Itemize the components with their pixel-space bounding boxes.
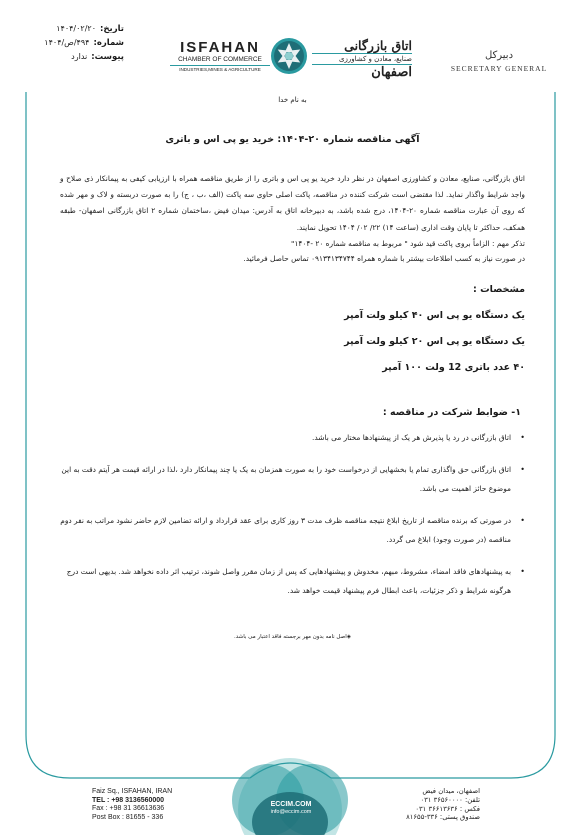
secretary-en: SECRETARY GENERAL bbox=[450, 64, 548, 73]
condition-item bbox=[60, 511, 525, 549]
secretary-general-heading bbox=[440, 50, 558, 73]
logo-fa-line3: اصفهان bbox=[371, 65, 412, 80]
bullet-icon: • bbox=[520, 566, 525, 576]
footer-email[interactable]: info@eccim.com bbox=[270, 809, 312, 815]
secretary-fa: دبیرکل bbox=[484, 50, 514, 61]
footer-site[interactable]: ECCIM.COM bbox=[270, 801, 312, 808]
condition-item bbox=[60, 562, 525, 600]
footer-en-po: Post Box : 81655 - 336 bbox=[92, 813, 164, 821]
logo-persian bbox=[312, 38, 412, 81]
condition-item bbox=[60, 428, 525, 447]
footer-fa-po: صندوق پستی: ۳۳۶-۸۱۶۵۵ bbox=[406, 813, 480, 822]
date-row bbox=[14, 22, 124, 36]
logo-english bbox=[170, 40, 270, 73]
logo-en-sub2: INDUSTRIES,MINES & AGRICULTURE bbox=[170, 65, 270, 73]
condition-item bbox=[60, 460, 525, 498]
footer-emblem bbox=[232, 758, 348, 835]
contact-line: در صورت نیاز به کسب اطلاعات بیشتر با شماره همراه ۰۹۱۳۴۱۳۴۷۴۴ تماس حاصل فرمائید. bbox=[243, 253, 525, 263]
letter-body bbox=[60, 92, 525, 640]
condition-text: اتاق بازرگانی در رد یا پذیرش هر یک از پیشنهادها مختار می باشد. bbox=[312, 432, 511, 442]
footer-fa-tel: تلفن: ۳۶۵۶۰۰۰۰ ۰۳۱ bbox=[420, 795, 480, 804]
footer-en-fax: Fax : +98 31 36613636 bbox=[92, 805, 165, 812]
attachment-row bbox=[14, 50, 124, 64]
number-value: ۴۹۴/ص/۱۴۰۴ bbox=[44, 38, 90, 47]
letter-meta bbox=[14, 22, 124, 64]
footer-address-english bbox=[92, 788, 172, 822]
footnote: ◈اصل نامه بدون مهر برجسته فاقد اعتبار می باشد. bbox=[233, 633, 352, 640]
spec-item: یک دستگاه یو پی اس ۴۰ کیلو ولت آمپر bbox=[344, 309, 525, 321]
logo-fa-line2: صنایع، معادن و کشاورزی bbox=[312, 53, 412, 65]
number-row bbox=[14, 36, 124, 50]
conditions-heading: ۱- ضوابط شرکت در مناقصه : bbox=[382, 406, 521, 418]
date-label: تاریخ: bbox=[100, 24, 124, 34]
footer-website bbox=[256, 800, 326, 816]
footer-fa-fax: فکس : ۳۶۶۱۳۶۳۶ ۰۳۱ bbox=[415, 804, 480, 813]
condition-text: در صورتی که برنده مناقصه از تاریخ ابلاغ نتیجه مناقصه ظرف مدت ۳ روز کاری برای عقد قرارداد و ارائه تضامین لازم حاضر نشود مراتب به نفر دوم مناقصه (در صورت وجود) ابلاغ می گردد. bbox=[60, 515, 511, 544]
logo-fa-line1: اتاق بازرگانی bbox=[344, 38, 412, 53]
spec-item: یک دستگاه یو پی اس ۲۰ کیلو ولت آمپر bbox=[344, 335, 525, 347]
footer-fa-street: اصفهان، میدان فیض bbox=[422, 787, 480, 795]
chamber-logo-icon bbox=[269, 36, 309, 76]
tender-paragraph: اتاق بازرگانی، صنایع، معادن و کشاورزی اصفهان در نظر دارد خرید یو پی اس و باتری را از طریق مناقصه همراه با ارزیابی کیفی به پیمانکار ذی صلاح و واجد شرایط واگذار نماید. لذا مقتضی است شرکت کننده در مناقصه، پاکت اصلی حاوی سه پاکت (الف ،ب ، ج) را به صورت دربسته و لاک و مهر شده که روی آن عبارت مناقصه شماره ۲۰-۱۴۰۴، درج شده باشد، به دبیرخانه اتاق به آدرس: میدان فیض ،ساختمان شماره ۲ اتاق بازرگانی اصفهان- طبقه همکف، حداکثر تا پایان وقت اداری (ساعت ۱۴) ۲۲/ ۰۲/ ۱۴۰۴ تحویل نمایند. bbox=[60, 174, 526, 232]
footer-en-tel: TEL : +98 3136560000 bbox=[92, 796, 165, 804]
logo-en-sub: CHAMBER OF COMMERCE bbox=[178, 56, 262, 63]
logo-en-main: ISFAHAN bbox=[180, 39, 260, 56]
bullet-icon: • bbox=[520, 432, 525, 442]
bismillah: به نام خدا bbox=[278, 96, 307, 104]
footer-address-persian bbox=[390, 787, 480, 822]
condition-text: به پیشنهادهای فاقد امضاء، مشروط، مبهم، مخدوش و پیشنهادهایی که پس از زمان مقرر واصل شوند، ترتیب اثر داده نخواهد شد. بدیهی است درج هرگونه شرایط و ذکر جزئیات، باعث ابطال فرم پیشنهاد قیمت خواهد شد. bbox=[66, 566, 511, 595]
condition-text: اتاق بازرگانی حق واگذاری تمام یا بخشهایی از درخواست خود را به صورت همزمان به یک یا چند پیمانکار دارد ،لذا در ارائه قیمت هر آیتم دقت به این موضوع حائز اهمیت می باشد. bbox=[61, 464, 511, 493]
footer-en-street: Faiz Sq., ISFAHAN, IRAN bbox=[92, 788, 173, 795]
date-value: ۱۴۰۴/۰۲/۲۰ bbox=[56, 24, 96, 33]
conditions-list bbox=[60, 428, 525, 600]
important-note: تذکر مهم : الزاماً بروی پاکت قید شود " مربوط به مناقصه شماره ۲۰ -۱۴۰۴" bbox=[291, 238, 525, 248]
number-label: شماره: bbox=[93, 38, 124, 48]
bullet-icon: • bbox=[520, 515, 525, 525]
attachment-value: ندارد bbox=[71, 52, 88, 61]
tender-title: آگهی مناقصه شماره ۲۰-۱۴۰۴: خرید یو پی اس و باتری bbox=[165, 134, 420, 145]
bullet-icon: • bbox=[520, 464, 525, 474]
spec-item: ۴۰ عدد باتری 12 ولت ۱۰۰ آمپر bbox=[382, 361, 525, 373]
specs-heading: مشخصات : bbox=[473, 283, 525, 295]
attachment-label: پیوست: bbox=[91, 52, 124, 62]
